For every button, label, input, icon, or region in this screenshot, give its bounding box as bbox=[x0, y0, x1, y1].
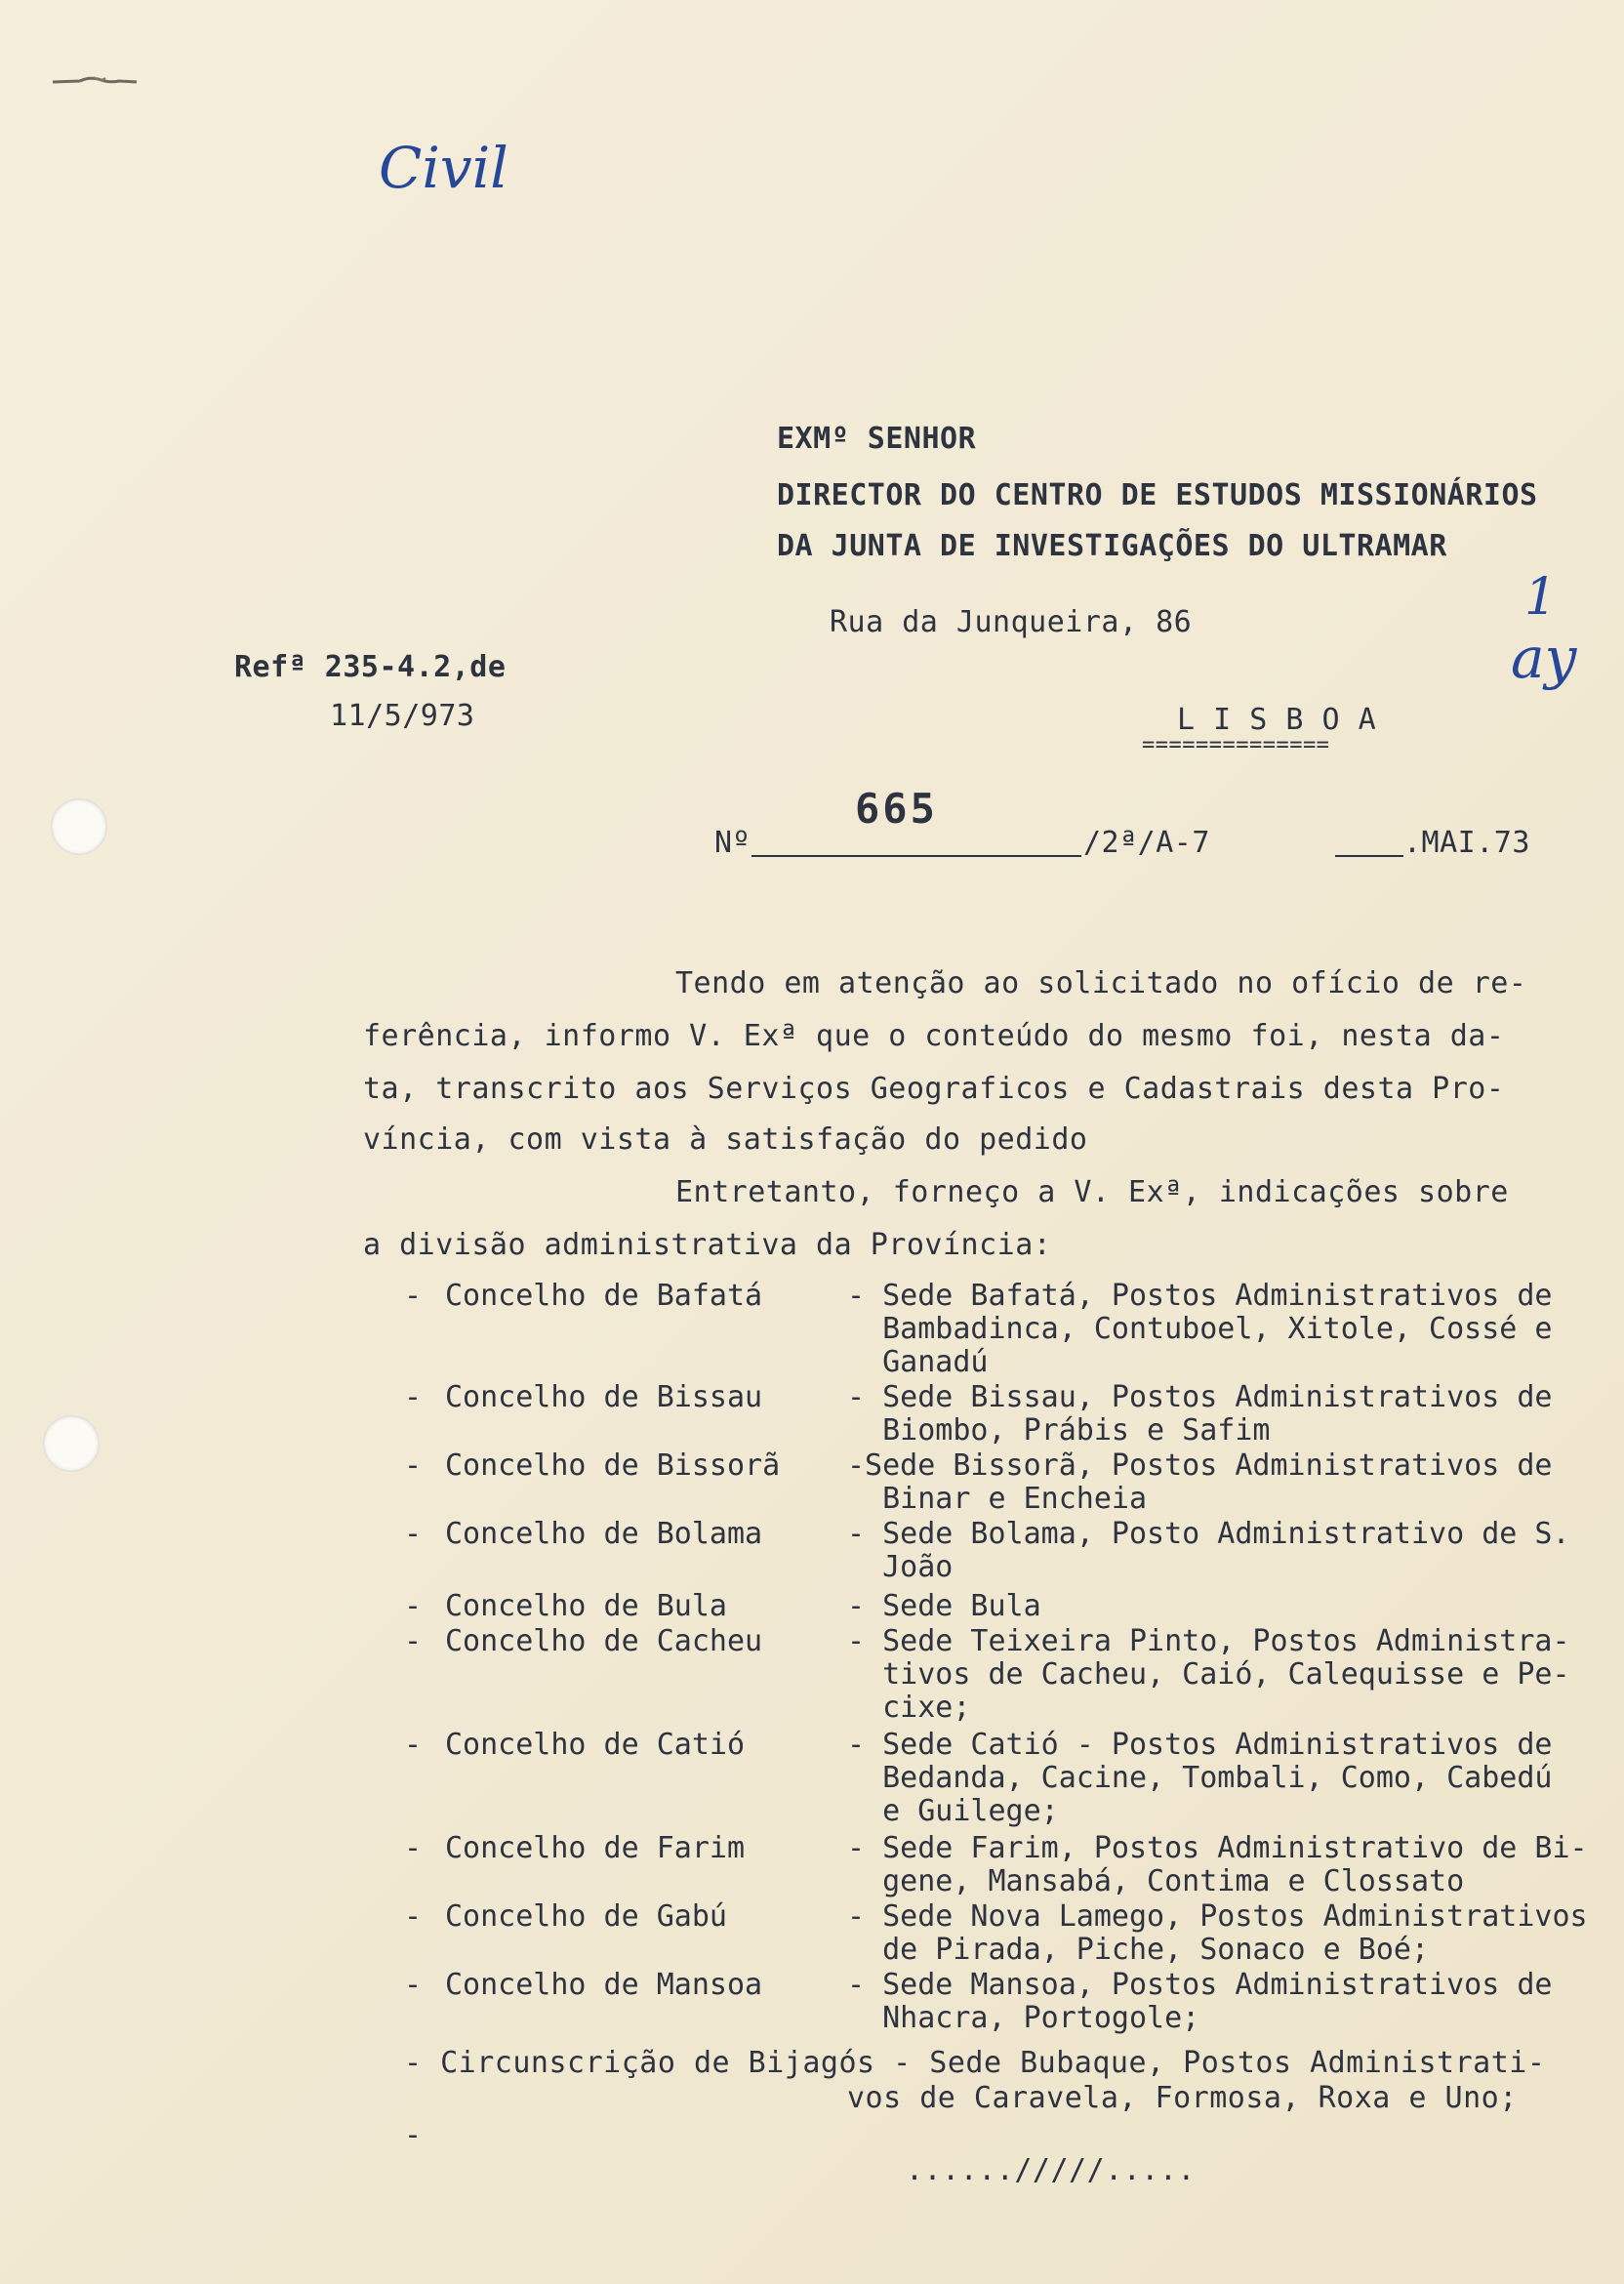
division-description-line: Bedanda, Cacine, Tombali, Como, Cabedú bbox=[847, 1761, 1553, 1795]
division-name: Concelho de Bissau bbox=[445, 1380, 763, 1414]
division-description-line: - Sede Bolama, Posto Administrativo de S. bbox=[847, 1517, 1570, 1551]
body-p2-line-2: a divisão administrativa da Província: bbox=[363, 1228, 1052, 1262]
division-description-line: -Sede Bissorã, Postos Administrativos de bbox=[847, 1448, 1553, 1483]
body-p2-line-1: Entretanto, forneço a V. Exª, indicações sobre bbox=[675, 1175, 1509, 1209]
division-description-line: - Sede Catió - Postos Administrativos de bbox=[847, 1728, 1553, 1762]
division-row bbox=[0, 1691, 1624, 1726]
division-name: Concelho de Mansoa bbox=[445, 1968, 763, 2002]
division-description-line: - Sede Bafatá, Postos Administrativos de bbox=[847, 1279, 1553, 1313]
division-description-line: Ganadú bbox=[847, 1345, 989, 1379]
division-description-line: - Sede Teixeira Pinto, Postos Administra- bbox=[847, 1624, 1570, 1658]
division-bullet: - bbox=[404, 1380, 423, 1414]
division-row bbox=[0, 1482, 1624, 1517]
division-name: Concelho de Bolama bbox=[445, 1517, 763, 1551]
division-description-line: cixe; bbox=[847, 1691, 971, 1725]
division-bullet: - bbox=[404, 1624, 423, 1658]
division-row bbox=[0, 1380, 1624, 1415]
document-date: .MAI.73 bbox=[1403, 826, 1530, 860]
division-description-line: - Sede Mansoa, Postos Administrativos de bbox=[847, 1968, 1553, 2002]
division-row bbox=[0, 1312, 1624, 1347]
division-row bbox=[0, 1933, 1624, 1968]
division-description-line: Binar e Encheia bbox=[847, 1482, 1148, 1516]
handwritten-margin-mark-2: ay bbox=[1511, 625, 1577, 691]
division-description-line: de Pirada, Piche, Sonaco e Boé; bbox=[847, 1933, 1430, 1967]
reference-line-2: 11/5/973 bbox=[330, 699, 475, 733]
body-p1-line-4: víncia, com vista à satisfação do pedido bbox=[363, 1122, 1088, 1157]
division-name: Concelho de Cacheu bbox=[445, 1624, 763, 1658]
division-row bbox=[0, 1831, 1624, 1866]
division-bullet: - bbox=[404, 1448, 423, 1483]
addressee-salutation: EXMº SENHOR bbox=[777, 422, 977, 456]
punch-hole-top bbox=[51, 798, 107, 855]
division-bullet: - bbox=[404, 1899, 423, 1934]
handwritten-civil-note: Civil bbox=[379, 135, 508, 201]
division-name: Concelho de Bafatá bbox=[445, 1279, 763, 1313]
division-description-line: e Guilege; bbox=[847, 1794, 1059, 1828]
division-description-line: Biombo, Prábis e Safim bbox=[847, 1413, 1271, 1448]
handwritten-margin-mark-1: 1 bbox=[1524, 568, 1558, 627]
division-row bbox=[0, 1589, 1624, 1624]
trailing-dash: - bbox=[404, 2118, 423, 2152]
division-name: Concelho de Bissorã bbox=[445, 1448, 781, 1483]
division-description-line: Bambadinca, Contuboel, Xitole, Cossé e bbox=[847, 1312, 1553, 1346]
division-row bbox=[0, 1968, 1624, 2003]
division-bullet: - bbox=[404, 1589, 423, 1623]
circunscricao-line-2: vos de Caravela, Formosa, Roxa e Uno; bbox=[847, 2081, 1518, 2115]
division-row bbox=[0, 1517, 1624, 1552]
division-row bbox=[0, 1761, 1624, 1796]
division-bullet: - bbox=[404, 1728, 423, 1762]
division-description-line: - Sede Bula bbox=[847, 1589, 1041, 1623]
addressee-city-rule: ============== bbox=[1142, 733, 1330, 757]
division-row bbox=[0, 1728, 1624, 1763]
division-row bbox=[0, 1657, 1624, 1693]
division-row bbox=[0, 1413, 1624, 1448]
addressee-line-2: DIRECTOR DO CENTRO DE ESTUDOS MISSIONÁRIOS bbox=[777, 478, 1538, 512]
division-name: Concelho de Bula bbox=[445, 1589, 727, 1623]
addressee-line-3: DA JUNTA DE INVESTIGAÇÕES DO ULTRAMAR bbox=[777, 529, 1447, 563]
division-name: Concelho de Farim bbox=[445, 1831, 746, 1865]
division-description-line: - Sede Nova Lamego, Postos Administrativos bbox=[847, 1899, 1588, 1934]
document-number: 665 bbox=[855, 785, 938, 833]
division-bullet: - bbox=[404, 1831, 423, 1865]
division-description-line: - Sede Farim, Postos Administrativo de Bi- bbox=[847, 1831, 1588, 1865]
addressee-city: L I S B O A bbox=[1177, 703, 1377, 737]
addressee-street: Rua da Junqueira, 86 bbox=[830, 605, 1193, 639]
circunscricao-line-1: - Circunscrição de Bijagós - Sede Bubaque, Postos Administrati- bbox=[404, 2046, 1546, 2080]
number-suffix: /2ª/A-7 bbox=[1083, 826, 1210, 860]
date-day-blank bbox=[1335, 855, 1403, 857]
division-bullet: - bbox=[404, 1279, 423, 1313]
division-row bbox=[0, 1550, 1624, 1585]
division-row bbox=[0, 1448, 1624, 1484]
division-name: Concelho de Gabú bbox=[445, 1899, 727, 1934]
number-underline bbox=[751, 855, 1081, 857]
division-description-line: gene, Mansabá, Contima e Clossato bbox=[847, 1864, 1465, 1898]
division-row bbox=[0, 1345, 1624, 1380]
division-name: Concelho de Catió bbox=[445, 1728, 746, 1762]
continuation-mark: ....../////..... bbox=[906, 2153, 1196, 2187]
staple-mark bbox=[51, 74, 139, 88]
division-row bbox=[0, 1794, 1624, 1829]
body-p1-line-2: ferência, informo V. Exª que o conteúdo do mesmo foi, nesta da- bbox=[363, 1019, 1505, 1053]
division-description-line: João bbox=[847, 1550, 954, 1584]
division-bullet: - bbox=[404, 1968, 423, 2002]
division-row bbox=[0, 1624, 1624, 1659]
division-description-line: - Sede Bissau, Postos Administrativos de bbox=[847, 1380, 1553, 1414]
number-prefix: Nº bbox=[714, 826, 751, 860]
division-row bbox=[0, 1899, 1624, 1935]
division-row bbox=[0, 1279, 1624, 1314]
division-bullet: - bbox=[404, 1517, 423, 1551]
division-description-line: tivos de Cacheu, Caió, Calequisse e Pe- bbox=[847, 1657, 1570, 1692]
division-row bbox=[0, 2001, 1624, 2036]
division-row bbox=[0, 1864, 1624, 1899]
reference-line-1: Refª 235-4.2,de bbox=[234, 650, 507, 684]
body-p1-line-3: ta, transcrito aos Serviços Geograficos e Cadastrais desta Pro- bbox=[363, 1072, 1505, 1106]
body-p1-line-1: Tendo em atenção ao solicitado no ofício de re- bbox=[675, 966, 1527, 1000]
division-description-line: Nhacra, Portogole; bbox=[847, 2001, 1200, 2035]
